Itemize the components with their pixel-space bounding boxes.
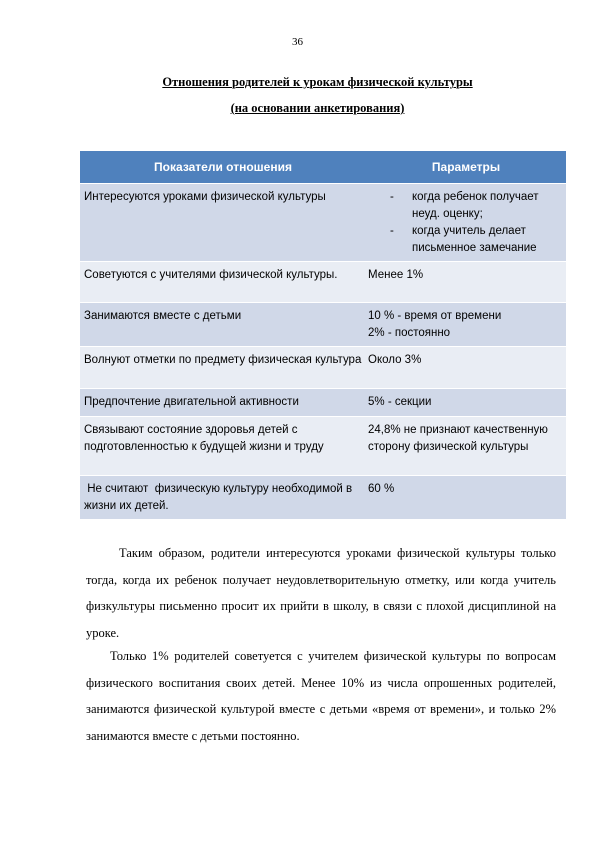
row-params: Менее 1% [366, 262, 566, 303]
table-row [80, 389, 566, 417]
table-row [80, 303, 566, 347]
table-row [80, 417, 566, 476]
list-item: - когда учитель делает письменное замечание [390, 223, 562, 257]
row-params: 60 % [366, 476, 566, 520]
header-parameters: Параметры [366, 151, 566, 184]
body-paragraph-1 [86, 540, 556, 646]
attitudes-table [80, 151, 566, 519]
table-row [80, 476, 566, 520]
row-params: 5% - секции [366, 389, 566, 417]
row-params: 24,8% не признают качественную сторону физической культуры [366, 417, 566, 476]
row-indicator: Интересуются уроками физической культуры [80, 184, 366, 262]
row-indicator: Волнуют отметки по предмету физическая культура [80, 347, 366, 389]
params-list [368, 189, 562, 257]
body-paragraph-2 [86, 643, 556, 749]
row-indicator: Советуются с учителями физической культуры. [80, 262, 366, 303]
row-indicator: Связывают состояние здоровья детей с подготовленностью к будущей жизни и труду [80, 417, 366, 476]
row-indicator: Не считают физическую культуру необходимой в жизни их детей. [80, 476, 366, 520]
table-header-row [80, 151, 566, 184]
table-row [80, 347, 566, 389]
paragraph-text: Только 1% родителей советуется с учителем физической культуры по вопросам физического воспитания своих детей. Менее 10% из числа опрошенных родителей, занимаются физической культурой вместе с детьми «время от времени», и только 2% занимаются вместе с детьми постоянно. [86, 649, 556, 743]
row-params: 10 % - время от времени 2% - постоянно [366, 303, 566, 347]
table-row [80, 262, 566, 303]
header-indicators: Показатели отношения [80, 151, 366, 184]
row-params: Около 3% [366, 347, 566, 389]
paragraph-text: Таким образом, родители интересуются уроками физической культуры только тогда, когда их ребенок получает неудовлетворительную отметку, или когда учитель физкультуры письменно просит их прийти в школу, в связи с плохой дисциплиной на уроке. [86, 546, 556, 640]
row-indicator: Занимаются вместе с детьми [80, 303, 366, 347]
list-item: - когда ребенок получает неуд. оценку; [390, 189, 562, 223]
table-row [80, 184, 566, 262]
row-params [366, 184, 566, 262]
page-title: Отношения родителей к урокам физической культуры [162, 75, 473, 89]
row-indicator: Предпочтение двигательной активности [80, 389, 366, 417]
page-subtitle: (на основании анкетирования) [230, 101, 405, 115]
page-number: 36 [292, 36, 303, 48]
